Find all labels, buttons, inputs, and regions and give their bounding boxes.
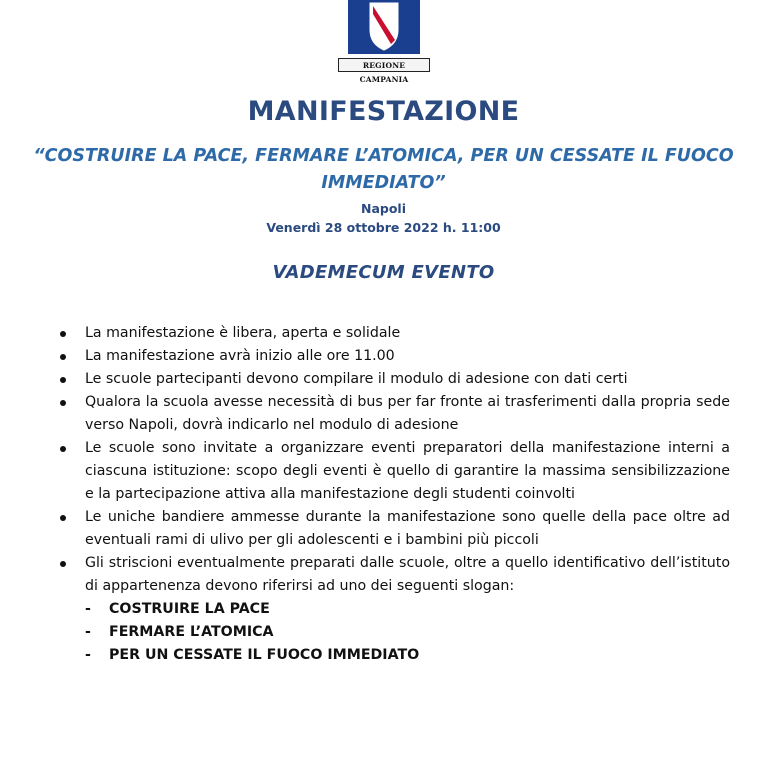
rule-text: Qualora la scuola avesse necessità di bus per far fronte ai trasferimenti dalla propria sede verso Napoli, dovrà indicarlo nel modulo di adesione [85,394,730,433]
bullet-icon [60,515,66,521]
rule-text: Le scuole partecipanti devono compilare il modulo di adesione con dati certi [85,371,628,387]
rule-item [58,506,730,552]
regione-campania-logo [336,0,432,84]
slogan-text: PER UN CESSATE IL FUOCO IMMEDIATO [109,647,420,663]
logo-caption: REGIONE CAMPANIA [338,58,430,72]
dash-marker: - [85,624,91,640]
bullet-icon [60,446,66,452]
regione-campania-emblem-icon [348,0,420,54]
rules-list [58,322,730,667]
rule-item [58,322,730,345]
slogan-text: COSTRUIRE LA PACE [109,601,270,617]
slogan-list [85,598,730,667]
rule-item [58,345,730,368]
dash-marker: - [85,647,91,663]
bullet-icon [60,331,66,337]
bullet-icon [60,354,66,360]
event-location: Napoli [360,201,406,216]
bullet-icon [60,400,66,406]
rule-text: Gli striscioni eventualmente preparati dalle scuole, oltre a quello identificativo dell’istituto di appartenenza devono riferirsi ad uno dei seguenti slogan: [85,555,730,594]
rule-item [58,368,730,391]
rule-item [58,552,730,667]
page-title: MANIFESTAZIONE [247,96,520,127]
bullet-icon [60,377,66,383]
rule-text: Le uniche bandiere ammesse durante la manifestazione sono quelle della pace oltre ad eventuali rami di ulivo per gli adolescenti e i bambini più piccoli [85,509,730,548]
section-title: VADEMECUM EVENTO [272,262,495,283]
rule-text: Le scuole sono invitate a organizzare eventi preparatori della manifestazione interni a ciascuna istituzione: scopo degli eventi è quello di garantire la massima sensibilizzazione e la partecipazione attiva alla manifestazione degli studenti coinvolti [85,440,730,502]
rule-item [58,391,730,437]
slogan-item [85,644,730,667]
event-date: Venerdì 28 ottobre 2022 h. 11:00 [266,220,501,235]
rule-item [58,437,730,506]
event-subtitle: “COSTRUIRE LA PACE, FERMARE L’ATOMICA, PER UN CESSATE IL FUOCO IMMEDIATO” [33,146,734,193]
rule-text: La manifestazione avrà inizio alle ore 11.00 [85,348,395,364]
dash-marker: - [85,601,91,617]
slogan-item [85,598,730,621]
bullet-icon [60,561,66,567]
slogan-text: FERMARE L’ATOMICA [109,624,274,640]
rule-text: La manifestazione è libera, aperta e solidale [85,325,401,341]
slogan-item [85,621,730,644]
